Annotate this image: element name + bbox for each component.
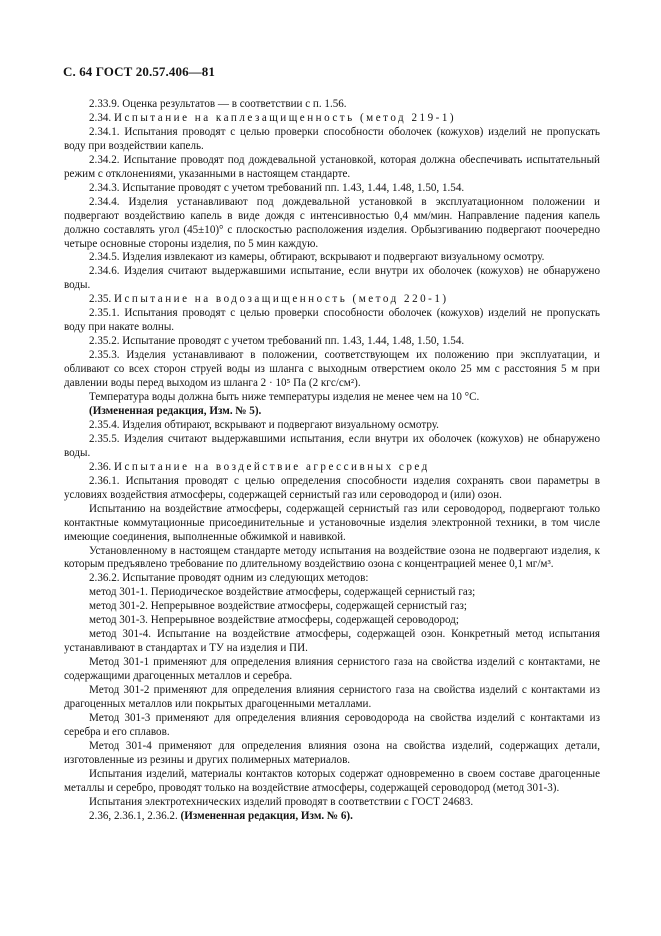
method-301-4-usage: Метод 301-4 применяют для определения влияния озона на свойства изделий, содержащих детали, изготовленные из резины и других полимерных материалов. (64, 739, 600, 766)
ozone-scope: Установленному в настоящем стандарте методу испытания на воздействие озона не подвергают изделия, к которым предъявлено требование по длительному воздействию озона с концентрацией менее 0,1 мг/м³. (64, 544, 600, 571)
method-301-4-item: метод 301-4. Испытание на воздействие атмосферы, содержащей озон. Конкретный метод испытания устанавливают в стандартах и ТУ на изделия и ПИ. (64, 628, 600, 655)
clause-2-34-3: 2.34.3. Испытание проводят с учетом требований пп. 1.43, 1.44, 1.48, 1.50, 1.54. (89, 181, 465, 194)
amendment-note-6: 2.36, 2.36.1, 2.36.2. (Измененная редакция, Изм. № 6). (89, 809, 353, 822)
heading-2-35-title: Испытание на водозащищенность (метод 220-1) (113, 293, 449, 306)
heading-2-35: 2.35. Испытание на водозащищенность (метод 220-1) (89, 293, 449, 306)
clause-2-35-4: 2.35.4. Изделия обтирают, вскрывают и подвергают визуальному осмотру. (89, 418, 439, 431)
clause-2-35-1: 2.35.1. Испытания проводят с целью проверки способности оболочек (кожухов) изделий не пропускать воду при накате волны. (64, 307, 600, 334)
method-301-1-item: метод 301-1. Периодическое воздействие атмосферы, содержащей сернистый газ; (89, 586, 476, 599)
method-301-2-usage: Метод 301-2 применяют для определения влияния сернистого газа на свойства изделий с контактами из драгоценных металлов или покрытых драгоценными металлами. (64, 684, 600, 710)
method-301-2-item: метод 301-2. Непрерывное воздействие атмосферы, содержащей сернистый газ; (89, 600, 468, 613)
mixed-contacts-note: Испытания изделий, материалы контактов которых содержат одновременно в своем составе драгоценные металлы и серебро, проводят только на воздействие атмосферы, содержащей сероводород (метод 301-3). (64, 767, 600, 794)
method-301-1-usage: Метод 301-1 применяют для определения влияния сернистого газа на свойства изделий с контактами, не содержащими драгоценных металлов и серебра. (64, 656, 600, 683)
heading-2-34: 2.34. Испытание на каплезащищенность (метод 219-1) (89, 111, 457, 124)
clause-2-34-2: 2.34.2. Испытание проводят под дождевальной установкой, которая должна обеспечивать испытательный режим с отклонениями, указанными в настоящем стандарте. (64, 153, 600, 180)
clause-2-35-3: 2.35.3. Изделия устанавливают в положении, соответствующем их положению при эксплуатации, и обливают со всех сторон струей воды из шланга с выходным отверстием около 25 мм с расстояния 5 м при давлении воды перед выходом из шланга 2 · 10⁵ Па (2 кгс/см²). (64, 349, 600, 390)
clause-2-35-2: 2.35.2. Испытание проводят с учетом требований пп. 1.43, 1.44, 1.48, 1.50, 1.54. (89, 335, 465, 348)
water-temperature-note: Температура воды должна быть ниже температуры изделия не менее чем на 10 °С. (89, 391, 480, 404)
amendment-note-5: (Измененная редакция, Изм. № 5). (89, 404, 262, 417)
clause-2-36-2: 2.36.2. Испытание проводят одним из следующих методов: (89, 572, 369, 585)
method-301-3-item: метод 301-3. Непрерывное воздействие атмосферы, содержащей сероводород; (89, 614, 459, 627)
heading-2-36-title: Испытание на воздействие агрессивных сред (113, 460, 430, 473)
clause-2-34-5: 2.34.5. Изделия извлекают из камеры, обтирают, вскрывают и подвергают визуальному осмотру. (89, 251, 545, 264)
clause-2-33-9: 2.33.9. Оценка результатов — в соответствии с п. 1.56. (89, 98, 347, 110)
page-header: С. 64 ГОСТ 20.57.406—81 (63, 64, 215, 79)
heading-2-34-title: Испытание на каплезащищенность (метод 219-1) (113, 111, 457, 124)
sulfur-gas-scope: Испытанию на воздействие атмосферы, содержащей сернистый газ или сероводород, подвергают только контактные коммутационные присоединительные и установочные изделия электронной техники, в том числе имеющие соединения, выполненные обжимкой и навивкой. (64, 502, 600, 543)
clause-2-34-6: 2.34.6. Изделия считают выдержавшими испытание, если внутри их оболочек (кожухов) не обнаружено воды. (64, 265, 600, 292)
electrotechnical-note: Испытания электротехнических изделий проводят в соответствии с ГОСТ 24683. (89, 795, 474, 808)
document-body (64, 98, 600, 824)
clause-2-34-4: 2.34.4. Изделия устанавливают под дождевальной установкой в эксплуатационном положении и подвергают воздействию капель в виде дождя с интенсивностью 0,4 мм/мин. Направление падения капель должно составлять угол (45±10)° с плоскостью расположения изделия. Орбызгиванию подвергают поочередно четыре основные стороны изделия, по 5 мин каждую. (64, 195, 600, 250)
clause-2-34-1: 2.34.1. Испытания проводят с целью проверки способности оболочек (кожухов) изделий не пропускать воду при воздействии капель. (64, 125, 600, 152)
clause-2-35-5: 2.35.5. Изделия считают выдержавшими испытания, если внутри их оболочек (кожухов) не обнаружено воды. (64, 432, 600, 459)
heading-2-36: 2.36. Испытание на воздействие агрессивных сред (89, 460, 430, 473)
clause-2-36-1: 2.36.1. Испытания проводят с целью определения способности изделия сохранять свои параметры в условиях воздействия атмосферы, содержащей сернистый газ или сероводород и (или) озон. (64, 474, 600, 501)
method-301-3-usage: Метод 301-3 применяют для определения влияния сероводорода на свойства изделий с контактами из серебра и его сплавов. (64, 711, 600, 738)
